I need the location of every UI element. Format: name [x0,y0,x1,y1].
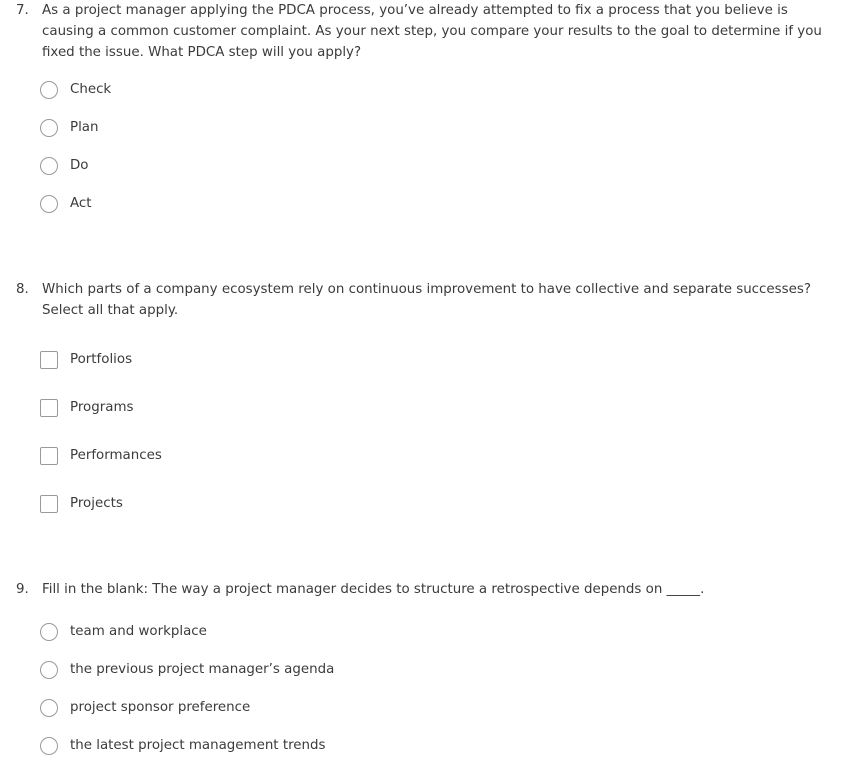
option-label: the previous project manager’s agenda [70,662,335,677]
radio-button[interactable] [40,661,58,679]
question-number: 7. [16,3,29,18]
checkbox[interactable] [40,447,58,465]
option-programs[interactable] [40,396,460,420]
option-check[interactable] [40,78,460,102]
option-previous-pm-agenda[interactable] [40,658,460,682]
radio-button[interactable] [40,119,58,137]
radio-button[interactable] [40,195,58,213]
option-team-and-workplace[interactable] [40,620,460,644]
option-label: Check [70,82,112,97]
option-label: team and workplace [70,624,207,639]
option-label: Performances [70,448,162,463]
radio-button[interactable] [40,737,58,755]
option-do[interactable] [40,154,460,178]
option-portfolios[interactable] [40,348,460,372]
option-act[interactable] [40,192,460,216]
option-plan[interactable] [40,116,460,140]
option-label: Act [70,196,92,211]
checkbox[interactable] [40,399,58,417]
radio-button[interactable] [40,81,58,99]
option-label: project sponsor preference [70,700,251,715]
option-label: Do [70,158,89,173]
checkbox[interactable] [40,351,58,369]
option-sponsor-preference[interactable] [40,696,460,720]
radio-button[interactable] [40,699,58,717]
option-label: Programs [70,400,134,415]
option-projects[interactable] [40,492,460,516]
question-text: Which parts of a company ecosystem rely on continuous improvement to have collective and separate successes? Select all that apply. [42,282,811,318]
option-latest-trends[interactable] [40,734,460,758]
radio-button[interactable] [40,623,58,641]
checkbox[interactable] [40,495,58,513]
question-number: 8. [16,282,29,297]
option-performances[interactable] [40,444,460,468]
question-number: 9. [16,582,29,597]
question-text: Fill in the blank: The way a project manager decides to structure a retrospective depends on _____. [42,582,705,597]
option-label: the latest project management trends [70,738,326,753]
option-label: Projects [70,496,123,511]
question-text: As a project manager applying the PDCA process, you’ve already attempted to fix a process that you believe is causing a common customer complaint. As your next step, you compare your results to the goal to determine if you fixed the issue. What PDCA step will you apply? [42,3,822,60]
radio-button[interactable] [40,157,58,175]
option-label: Plan [70,120,99,135]
option-label: Portfolios [70,352,133,367]
